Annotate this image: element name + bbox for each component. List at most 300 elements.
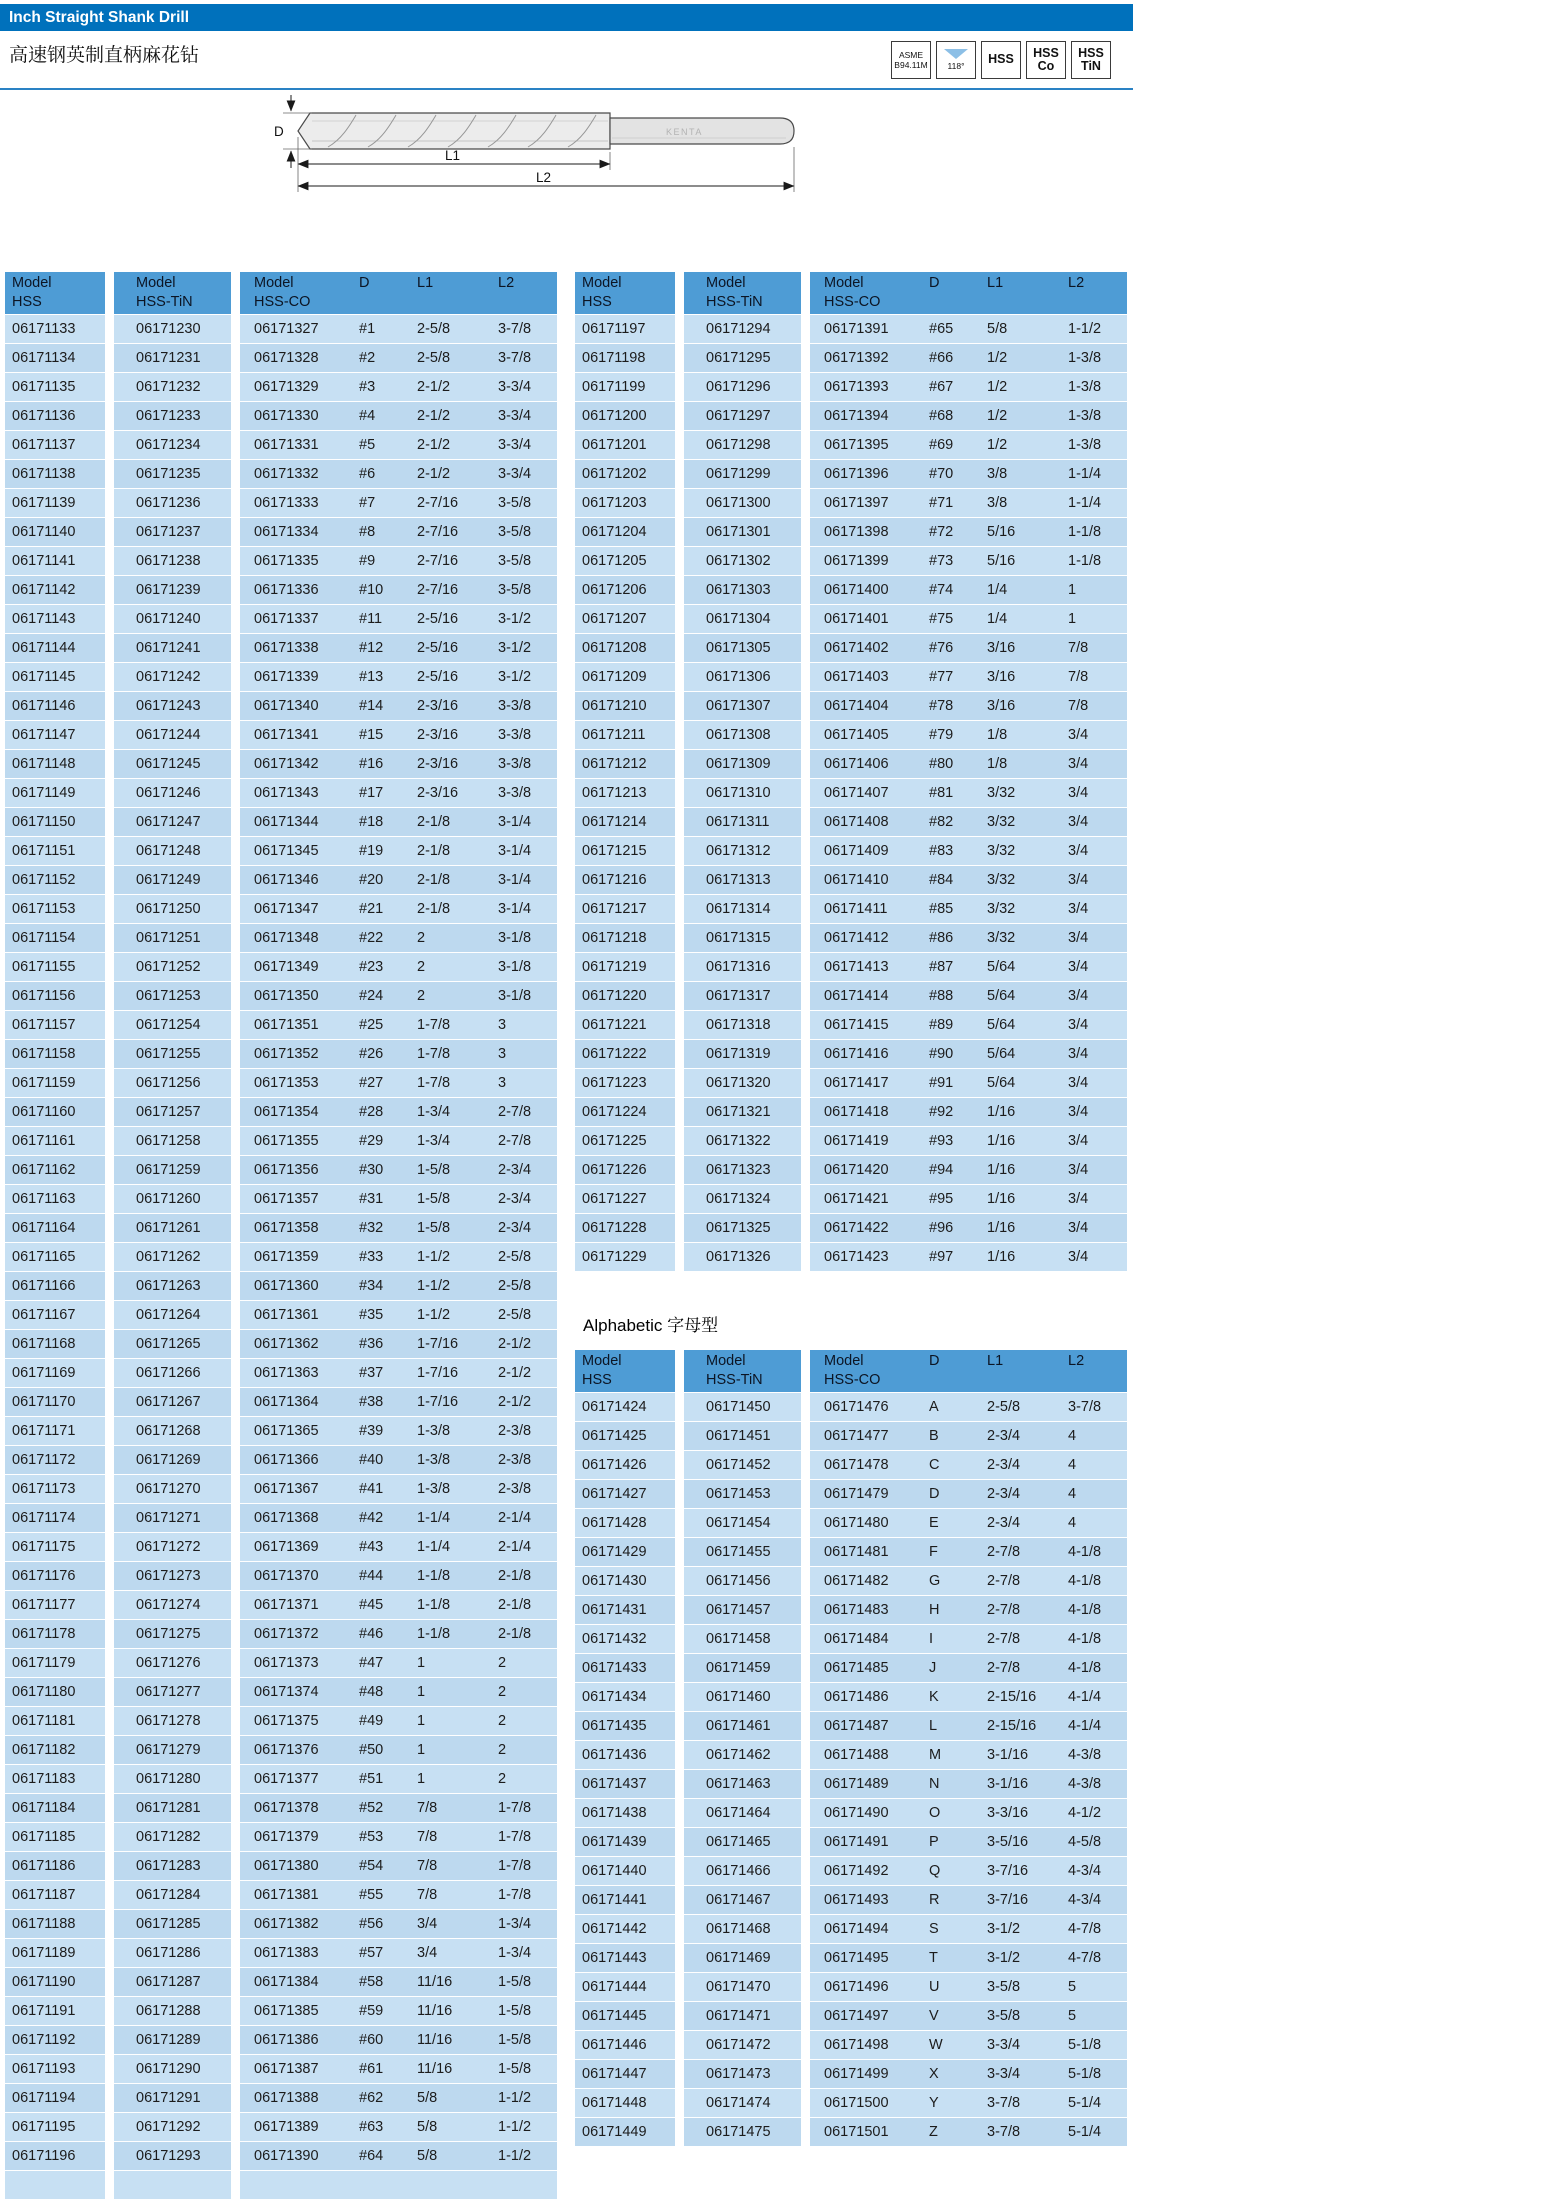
cell-l2: 2-7/8 bbox=[492, 1127, 557, 1155]
cell-l2: 1-1/4 bbox=[1062, 460, 1127, 488]
cell-model-hss: 06171140 bbox=[5, 518, 105, 546]
table-row bbox=[5, 576, 562, 604]
cell-d: E bbox=[922, 1509, 980, 1537]
table-row bbox=[575, 1625, 1132, 1653]
table-row bbox=[575, 953, 1132, 981]
cell-d: #65 bbox=[922, 315, 980, 343]
table-row bbox=[575, 2089, 1132, 2117]
cell-l2: 5-1/8 bbox=[1062, 2060, 1127, 2088]
cell-l2: 4-3/8 bbox=[1062, 1741, 1127, 1769]
drill-diagram bbox=[268, 90, 813, 215]
cell-model-hss: 06171442 bbox=[575, 1915, 675, 1943]
cell-model-hss-tin: 06171311 bbox=[684, 808, 801, 836]
cell-model-hss: 06171134 bbox=[5, 344, 105, 372]
table-row bbox=[5, 1040, 562, 1068]
table-row bbox=[575, 2031, 1132, 2059]
cell-d: #42 bbox=[352, 1504, 410, 1532]
table-row bbox=[5, 1098, 562, 1126]
cell-model-hss: 06171194 bbox=[5, 2084, 105, 2112]
header-model-hss-co bbox=[240, 272, 352, 314]
cell-d: #85 bbox=[922, 895, 980, 923]
cell-model-hss-tin: 06171276 bbox=[114, 1649, 231, 1677]
cell-model-hss-tin: 06171250 bbox=[114, 895, 231, 923]
cell-l2: 2-1/4 bbox=[492, 1504, 557, 1532]
cell-l1: 1/16 bbox=[980, 1214, 1062, 1242]
cell-l1: 1/16 bbox=[980, 1185, 1062, 1213]
cell-l1: 2-5/8 bbox=[410, 315, 492, 343]
cell-l2: 3-3/8 bbox=[492, 750, 557, 778]
cell-model-hss: 06171139 bbox=[5, 489, 105, 517]
table-row bbox=[5, 2084, 562, 2112]
cell-empty bbox=[5, 2171, 105, 2199]
table-row bbox=[575, 373, 1132, 401]
cell-l2: 3/4 bbox=[1062, 808, 1127, 836]
cell-d: #83 bbox=[922, 837, 980, 865]
cell-l2: 3-3/4 bbox=[492, 402, 557, 430]
table-row bbox=[5, 2026, 562, 2054]
cell-model-hss-co: 06171497 bbox=[810, 2002, 922, 2030]
cell-model-hss-co: 06171371 bbox=[240, 1591, 352, 1619]
cell-model-hss: 06171147 bbox=[5, 721, 105, 749]
cell-model-hss: 06171170 bbox=[5, 1388, 105, 1416]
table-row bbox=[5, 344, 562, 372]
cell-model-hss-tin: 06171272 bbox=[114, 1533, 231, 1561]
cell-model-hss: 06171178 bbox=[5, 1620, 105, 1648]
cell-d: #62 bbox=[352, 2084, 410, 2112]
cell-model-hss-co: 06171411 bbox=[810, 895, 922, 923]
table-row bbox=[575, 1886, 1132, 1914]
cell-model-hss: 06171434 bbox=[575, 1683, 675, 1711]
cell-d: X bbox=[922, 2060, 980, 2088]
cell-model-hss: 06171203 bbox=[575, 489, 675, 517]
cell-l2: 4-3/4 bbox=[1062, 1886, 1127, 1914]
cell-model-hss-co: 06171389 bbox=[240, 2113, 352, 2141]
cell-l2: 3-1/4 bbox=[492, 895, 557, 923]
table-row bbox=[575, 1596, 1132, 1624]
cell-model-hss-co: 06171480 bbox=[810, 1509, 922, 1537]
cell-model-hss-tin: 06171274 bbox=[114, 1591, 231, 1619]
cell-model-hss-tin: 06171256 bbox=[114, 1069, 231, 1097]
cell-model-hss-tin: 06171289 bbox=[114, 2026, 231, 2054]
cell-d: D bbox=[922, 1480, 980, 1508]
cell-model-hss-co: 06171335 bbox=[240, 547, 352, 575]
cell-model-hss: 06171205 bbox=[575, 547, 675, 575]
cell-model-hss-tin: 06171326 bbox=[684, 1243, 801, 1271]
cell-l2: 4 bbox=[1062, 1451, 1127, 1479]
cell-d: R bbox=[922, 1886, 980, 1914]
cell-empty bbox=[114, 2171, 231, 2199]
cell-d: #5 bbox=[352, 431, 410, 459]
cell-l1: 5/16 bbox=[980, 547, 1062, 575]
cell-model-hss: 06171144 bbox=[5, 634, 105, 662]
cell-l2: 2-3/4 bbox=[492, 1214, 557, 1242]
cell-model-hss-tin: 06171467 bbox=[684, 1886, 801, 1914]
cell-model-hss-tin: 06171300 bbox=[684, 489, 801, 517]
cell-model-hss-co: 06171478 bbox=[810, 1451, 922, 1479]
cell-model-hss-tin: 06171262 bbox=[114, 1243, 231, 1271]
cell-l1: 2-3/16 bbox=[410, 750, 492, 778]
cell-model-hss: 06171184 bbox=[5, 1794, 105, 1822]
header-text: HSS-CO bbox=[824, 1372, 881, 1388]
cell-l1: 1-1/4 bbox=[410, 1504, 492, 1532]
cell-d: #75 bbox=[922, 605, 980, 633]
header-text: HSS-TiN bbox=[136, 294, 193, 310]
table-row bbox=[5, 1852, 562, 1880]
cell-model-hss-co: 06171356 bbox=[240, 1156, 352, 1184]
cell-d: #86 bbox=[922, 924, 980, 952]
table-row bbox=[575, 1654, 1132, 1682]
cell-l2: 3/4 bbox=[1062, 1069, 1127, 1097]
cell-l1: 1/2 bbox=[980, 373, 1062, 401]
cell-model-hss: 06171157 bbox=[5, 1011, 105, 1039]
right-table-body bbox=[575, 315, 1132, 1271]
cell-l2: 2-1/8 bbox=[492, 1591, 557, 1619]
cell-l2: 4-1/4 bbox=[1062, 1712, 1127, 1740]
cell-l1: 3-3/16 bbox=[980, 1799, 1062, 1827]
cell-l1: 2-15/16 bbox=[980, 1712, 1062, 1740]
cell-l2: 3/4 bbox=[1062, 1243, 1127, 1271]
cell-d: F bbox=[922, 1538, 980, 1566]
cell-l2: 3-1/2 bbox=[492, 663, 557, 691]
cell-d: #17 bbox=[352, 779, 410, 807]
cell-l2: 1-3/8 bbox=[1062, 373, 1127, 401]
cell-model-hss-tin: 06171305 bbox=[684, 634, 801, 662]
cell-l2: 2-1/8 bbox=[492, 1562, 557, 1590]
header-l1 bbox=[410, 272, 492, 314]
cell-model-hss-tin: 06171306 bbox=[684, 663, 801, 691]
cell-l2: 3/4 bbox=[1062, 953, 1127, 981]
cell-model-hss: 06171141 bbox=[5, 547, 105, 575]
cell-model-hss-co: 06171492 bbox=[810, 1857, 922, 1885]
table-row bbox=[5, 895, 562, 923]
drill-flute-body bbox=[298, 113, 610, 149]
header-l2 bbox=[1062, 1350, 1127, 1392]
cell-d: #84 bbox=[922, 866, 980, 894]
certification-badges bbox=[891, 41, 1111, 79]
table-row bbox=[5, 373, 562, 401]
cell-model-hss: 06171152 bbox=[5, 866, 105, 894]
cell-model-hss: 06171163 bbox=[5, 1185, 105, 1213]
cell-d: #12 bbox=[352, 634, 410, 662]
header-text: Model bbox=[824, 275, 864, 291]
cell-d: #33 bbox=[352, 1243, 410, 1271]
header-text: Model bbox=[706, 275, 746, 291]
cell-l2: 2-1/8 bbox=[492, 1620, 557, 1648]
asme-standard-badge bbox=[891, 41, 931, 79]
cell-model-hss-co: 06171328 bbox=[240, 344, 352, 372]
cell-model-hss-tin: 06171232 bbox=[114, 373, 231, 401]
cell-model-hss: 06171193 bbox=[5, 2055, 105, 2083]
cell-model-hss-tin: 06171242 bbox=[114, 663, 231, 691]
cell-d: #23 bbox=[352, 953, 410, 981]
cell-l1: 1-7/16 bbox=[410, 1330, 492, 1358]
point-angle-badge bbox=[936, 41, 976, 79]
table-row bbox=[575, 1770, 1132, 1798]
cell-model-hss-tin: 06171254 bbox=[114, 1011, 231, 1039]
cell-l1: 1-7/8 bbox=[410, 1040, 492, 1068]
cell-d: #57 bbox=[352, 1939, 410, 1967]
cell-model-hss: 06171171 bbox=[5, 1417, 105, 1445]
cell-l2: 4-1/8 bbox=[1062, 1567, 1127, 1595]
cell-model-hss: 06171441 bbox=[575, 1886, 675, 1914]
table-row bbox=[575, 2118, 1132, 2146]
cell-l2: 1-1/8 bbox=[1062, 518, 1127, 546]
cell-l1: 1-1/2 bbox=[410, 1243, 492, 1271]
header-l2 bbox=[1062, 272, 1127, 314]
cell-model-hss: 06171156 bbox=[5, 982, 105, 1010]
cell-model-hss: 06171133 bbox=[5, 315, 105, 343]
cell-l1: 2-5/16 bbox=[410, 605, 492, 633]
cell-model-hss-co: 06171489 bbox=[810, 1770, 922, 1798]
cell-d: #77 bbox=[922, 663, 980, 691]
cell-model-hss: 06171449 bbox=[575, 2118, 675, 2146]
cell-model-hss-co: 06171348 bbox=[240, 924, 352, 952]
cell-model-hss-tin: 06171457 bbox=[684, 1596, 801, 1624]
cell-model-hss: 06171212 bbox=[575, 750, 675, 778]
cell-l2: 1-7/8 bbox=[492, 1881, 557, 1909]
cell-model-hss-co: 06171476 bbox=[810, 1393, 922, 1421]
cell-d: #49 bbox=[352, 1707, 410, 1735]
cell-l2: 7/8 bbox=[1062, 634, 1127, 662]
cell-d: #6 bbox=[352, 460, 410, 488]
cell-d: #2 bbox=[352, 344, 410, 372]
cell-l1: 2-1/2 bbox=[410, 402, 492, 430]
cell-d: #88 bbox=[922, 982, 980, 1010]
cell-model-hss: 06171155 bbox=[5, 953, 105, 981]
cell-model-hss: 06171430 bbox=[575, 1567, 675, 1595]
cell-d: #44 bbox=[352, 1562, 410, 1590]
table-row bbox=[5, 663, 562, 691]
cell-l1: 1-7/8 bbox=[410, 1011, 492, 1039]
cell-model-hss-co: 06171402 bbox=[810, 634, 922, 662]
table-row bbox=[575, 1069, 1132, 1097]
cell-model-hss: 06171225 bbox=[575, 1127, 675, 1155]
table-row bbox=[5, 1939, 562, 1967]
cell-model-hss: 06171204 bbox=[575, 518, 675, 546]
cell-l1: 3/32 bbox=[980, 779, 1062, 807]
cell-model-hss-co: 06171351 bbox=[240, 1011, 352, 1039]
header-model-hss-tin bbox=[684, 272, 801, 314]
cell-model-hss-co: 06171358 bbox=[240, 1214, 352, 1242]
cell-model-hss-tin: 06171286 bbox=[114, 1939, 231, 1967]
cell-l2: 4-7/8 bbox=[1062, 1915, 1127, 1943]
cell-d: #81 bbox=[922, 779, 980, 807]
cell-model-hss-co: 06171499 bbox=[810, 2060, 922, 2088]
cell-model-hss-co: 06171387 bbox=[240, 2055, 352, 2083]
cell-l1: 1/2 bbox=[980, 431, 1062, 459]
cell-l2: 7/8 bbox=[1062, 663, 1127, 691]
cell-model-hss: 06171215 bbox=[575, 837, 675, 865]
wire-gauge-table-right bbox=[575, 272, 1132, 2146]
table-row bbox=[575, 1828, 1132, 1856]
cell-model-hss: 06171176 bbox=[5, 1562, 105, 1590]
cell-l2: 1-3/4 bbox=[492, 1939, 557, 1967]
table-row bbox=[5, 489, 562, 517]
table-row bbox=[575, 1915, 1132, 1943]
cell-l1: 1/2 bbox=[980, 402, 1062, 430]
cell-model-hss: 06171183 bbox=[5, 1765, 105, 1793]
cell-d: #92 bbox=[922, 1098, 980, 1126]
cell-l2: 1-7/8 bbox=[492, 1823, 557, 1851]
cell-model-hss-co: 06171353 bbox=[240, 1069, 352, 1097]
cell-model-hss: 06171181 bbox=[5, 1707, 105, 1735]
cell-model-hss-tin: 06171310 bbox=[684, 779, 801, 807]
cell-l2: 3/4 bbox=[1062, 1185, 1127, 1213]
cell-model-hss: 06171173 bbox=[5, 1475, 105, 1503]
cell-model-hss-tin: 06171460 bbox=[684, 1683, 801, 1711]
table-row bbox=[575, 576, 1132, 604]
cell-l2: 3-1/8 bbox=[492, 982, 557, 1010]
header-d bbox=[922, 1350, 980, 1392]
cell-l1: 2-3/4 bbox=[980, 1480, 1062, 1508]
cell-model-hss-co: 06171347 bbox=[240, 895, 352, 923]
cell-l2: 2-3/4 bbox=[492, 1156, 557, 1184]
cell-d: #80 bbox=[922, 750, 980, 778]
cell-model-hss: 06171437 bbox=[575, 1770, 675, 1798]
cell-d: #4 bbox=[352, 402, 410, 430]
table-row bbox=[5, 634, 562, 662]
cell-l2: 1-1/2 bbox=[492, 2142, 557, 2170]
cell-d: #90 bbox=[922, 1040, 980, 1068]
cell-model-hss-tin: 06171263 bbox=[114, 1272, 231, 1300]
cell-model-hss-tin: 06171470 bbox=[684, 1973, 801, 2001]
cell-l1: 1-1/8 bbox=[410, 1620, 492, 1648]
cell-l2: 3-5/8 bbox=[492, 547, 557, 575]
cell-l2: 7/8 bbox=[1062, 692, 1127, 720]
cell-l2: 4-1/8 bbox=[1062, 1625, 1127, 1653]
cell-d: #95 bbox=[922, 1185, 980, 1213]
cell-l1: 3-5/8 bbox=[980, 2002, 1062, 2030]
cell-empty bbox=[492, 2171, 557, 2199]
cell-model-hss-tin: 06171277 bbox=[114, 1678, 231, 1706]
table-row bbox=[575, 1567, 1132, 1595]
cell-model-hss-co: 06171339 bbox=[240, 663, 352, 691]
header-text: Model bbox=[824, 1353, 864, 1369]
cell-d: #15 bbox=[352, 721, 410, 749]
cell-d: C bbox=[922, 1451, 980, 1479]
cell-model-hss-co: 06171483 bbox=[810, 1596, 922, 1624]
table-row bbox=[575, 489, 1132, 517]
table-row bbox=[575, 1040, 1132, 1068]
cell-model-hss-tin: 06171266 bbox=[114, 1359, 231, 1387]
cell-model-hss-co: 06171493 bbox=[810, 1886, 922, 1914]
cell-l2: 5 bbox=[1062, 1973, 1127, 2001]
table-row bbox=[575, 2060, 1132, 2088]
cell-l1: 2-3/16 bbox=[410, 779, 492, 807]
cell-l1: 1-3/8 bbox=[410, 1417, 492, 1445]
cell-l2: 2 bbox=[492, 1736, 557, 1764]
cell-d: G bbox=[922, 1567, 980, 1595]
cell-l1: 3-1/16 bbox=[980, 1770, 1062, 1798]
cell-d: #91 bbox=[922, 1069, 980, 1097]
cell-model-hss-tin: 06171271 bbox=[114, 1504, 231, 1532]
cell-l2: 3 bbox=[492, 1011, 557, 1039]
cell-d: #69 bbox=[922, 431, 980, 459]
cell-model-hss-tin: 06171314 bbox=[684, 895, 801, 923]
cell-d: H bbox=[922, 1596, 980, 1624]
cell-d: #51 bbox=[352, 1765, 410, 1793]
cell-d: #43 bbox=[352, 1533, 410, 1561]
header-text: Model bbox=[582, 275, 622, 291]
cell-l1: 1/16 bbox=[980, 1156, 1062, 1184]
cell-d: #31 bbox=[352, 1185, 410, 1213]
cell-model-hss-tin: 06171309 bbox=[684, 750, 801, 778]
table-row bbox=[5, 1475, 562, 1503]
cell-model-hss-tin: 06171280 bbox=[114, 1765, 231, 1793]
cell-l2: 2-3/8 bbox=[492, 1475, 557, 1503]
cell-model-hss: 06171424 bbox=[575, 1393, 675, 1421]
table-row bbox=[575, 1451, 1132, 1479]
cell-l2: 1-1/2 bbox=[492, 2113, 557, 2141]
cell-model-hss-tin: 06171312 bbox=[684, 837, 801, 865]
cell-model-hss-co: 06171404 bbox=[810, 692, 922, 720]
cell-model-hss: 06171180 bbox=[5, 1678, 105, 1706]
table-row bbox=[5, 2055, 562, 2083]
cell-model-hss-co: 06171361 bbox=[240, 1301, 352, 1329]
cell-d: #61 bbox=[352, 2055, 410, 2083]
table-header bbox=[5, 272, 562, 314]
cell-d: T bbox=[922, 1944, 980, 1972]
cell-model-hss-co: 06171399 bbox=[810, 547, 922, 575]
cell-model-hss-co: 06171394 bbox=[810, 402, 922, 430]
cell-model-hss-co: 06171481 bbox=[810, 1538, 922, 1566]
cell-l2: 3-3/4 bbox=[492, 431, 557, 459]
cell-d: #50 bbox=[352, 1736, 410, 1764]
cell-model-hss-co: 06171383 bbox=[240, 1939, 352, 1967]
cell-model-hss: 06171138 bbox=[5, 460, 105, 488]
cell-d: #19 bbox=[352, 837, 410, 865]
cell-model-hss-co: 06171396 bbox=[810, 460, 922, 488]
cell-d: #36 bbox=[352, 1330, 410, 1358]
cell-model-hss: 06171161 bbox=[5, 1127, 105, 1155]
wire-gauge-table-left bbox=[5, 272, 562, 2199]
cell-d: M bbox=[922, 1741, 980, 1769]
header-text: Model bbox=[706, 1353, 746, 1369]
cell-model-hss-co: 06171407 bbox=[810, 779, 922, 807]
cell-l1: 1-3/8 bbox=[410, 1475, 492, 1503]
table-row bbox=[5, 605, 562, 633]
cell-model-hss-tin: 06171455 bbox=[684, 1538, 801, 1566]
header-l1 bbox=[980, 1350, 1062, 1392]
cell-l1: 1-3/4 bbox=[410, 1127, 492, 1155]
cell-model-hss-tin: 06171302 bbox=[684, 547, 801, 575]
cell-l1: 2-3/16 bbox=[410, 692, 492, 720]
cell-l1: 2-7/16 bbox=[410, 518, 492, 546]
cell-l2: 2-7/8 bbox=[492, 1098, 557, 1126]
cell-d: Y bbox=[922, 2089, 980, 2117]
cell-l1: 1/2 bbox=[980, 344, 1062, 372]
cell-l2: 3-1/8 bbox=[492, 924, 557, 952]
cell-model-hss-co: 06171369 bbox=[240, 1533, 352, 1561]
table-row bbox=[5, 982, 562, 1010]
cell-model-hss-co: 06171495 bbox=[810, 1944, 922, 1972]
cell-model-hss: 06171435 bbox=[575, 1712, 675, 1740]
cell-model-hss-tin: 06171294 bbox=[684, 315, 801, 343]
cell-l2: 4-7/8 bbox=[1062, 1944, 1127, 1972]
cell-l1: 2-1/8 bbox=[410, 808, 492, 836]
cell-model-hss-co: 06171415 bbox=[810, 1011, 922, 1039]
header-model-hss-co bbox=[810, 272, 922, 314]
table-row bbox=[5, 1968, 562, 1996]
cell-model-hss: 06171142 bbox=[5, 576, 105, 604]
cell-model-hss-tin: 06171251 bbox=[114, 924, 231, 952]
header-text: D bbox=[929, 1353, 940, 1369]
cell-l2: 3-5/8 bbox=[492, 518, 557, 546]
cell-l2: 3-1/4 bbox=[492, 837, 557, 865]
cell-model-hss-tin: 06171265 bbox=[114, 1330, 231, 1358]
cell-d: #35 bbox=[352, 1301, 410, 1329]
cell-model-hss: 06171226 bbox=[575, 1156, 675, 1184]
